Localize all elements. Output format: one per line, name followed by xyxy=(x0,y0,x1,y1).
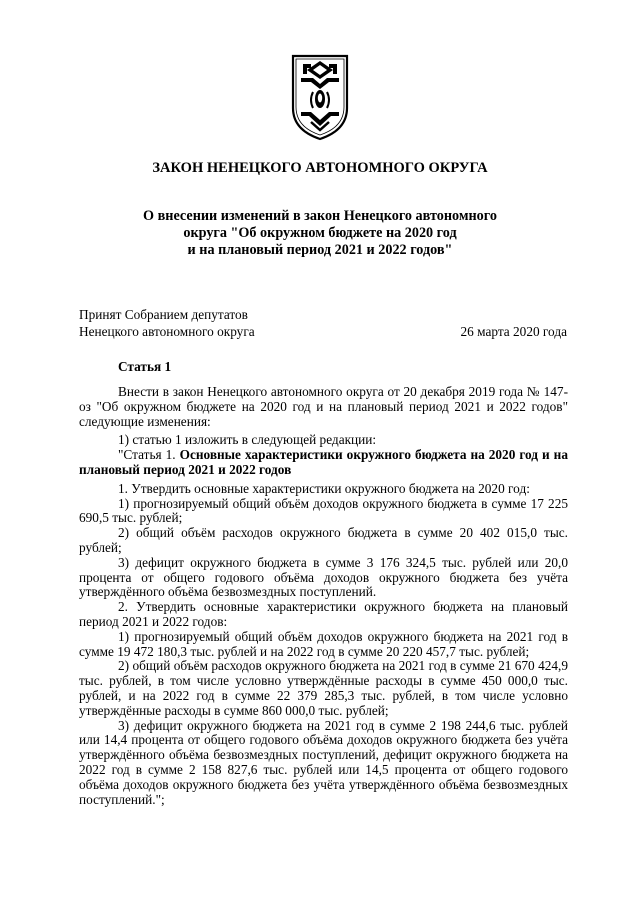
paragraph: 1. Утвердить основные характеристики окружного бюджета на 2020 год: xyxy=(118,480,530,496)
item-1: 1) статью 1 изложить в следующей редакции: xyxy=(118,432,377,448)
paragraph: 1) прогнозируемый общий объём доходов окружного бюджета на 2021 год в сумме 19 472 180,3 тыс. рублей и на 2022 год в сумме 20 220 457,7 тыс. рублей; xyxy=(79,628,568,659)
quote-title: Основные характеристики окружного бюджета на 2020 год и на плановый период 2021 и 2022 годов xyxy=(79,447,568,477)
subject-line-2: округа "Об окружном бюджете на 2020 год xyxy=(183,225,457,241)
quoted-article-title xyxy=(79,448,568,478)
quote-prefix: "Статья 1. xyxy=(118,447,176,463)
paragraph: 2) общий объём расходов окружного бюджета на 2021 год в сумме 21 670 424,9 тыс. рублей, в том числе условно утверждённые расходы в сумме 450 000,0 тыс. рублей, и на 2022 год в сумме 22 379 285,3 тыс. рублей, в том числе условно утверждённые расходы в сумме 860 000,0 тыс. рублей; xyxy=(79,658,568,718)
coat-of-arms-icon xyxy=(289,52,351,142)
law-subject xyxy=(0,208,640,259)
article-heading: Статья 1 xyxy=(118,359,172,374)
adoption-date: 26 марта 2020 года xyxy=(460,324,567,339)
subject-line-1: О внесении изменений в закон Ненецкого автономного xyxy=(143,208,497,224)
paragraph: 2) общий объём расходов окружного бюджета в сумме 20 402 015,0 тыс. рублей; xyxy=(79,525,568,555)
subject-line-3: и на плановый период 2021 и 2022 годов" xyxy=(187,242,453,258)
paragraph: 3) дефицит окружного бюджета в сумме 3 176 324,5 тыс. рублей или 20,0 процента от общего годового объёма доходов окружного бюджета без учёта утверждённого объёма безвозмездных поступлений. xyxy=(79,554,568,600)
paragraph: 2. Утвердить основные характеристики окружного бюджета на плановый период 2021 и 2022 годов: xyxy=(79,599,568,629)
adopted-by-line-1: Принят Собранием депутатов xyxy=(79,307,248,322)
article-body xyxy=(79,385,568,807)
adopted-by-line-2: Ненецкого автономного округа xyxy=(79,324,255,339)
paragraph: 1) прогнозируемый общий объём доходов окружного бюджета в сумме 17 225 690,5 тыс. рублей; xyxy=(79,495,568,526)
law-title: ЗАКОН НЕНЕЦКОГО АВТОНОМНОГО ОКРУГА xyxy=(152,160,488,176)
paragraph: 3) дефицит окружного бюджета на 2021 год в сумме 2 198 244,6 тыс. рублей или 14,4 процента от общего годового объёма доходов окружного бюджета без учёта утверждённого объёма безвозмездных поступлений, дефицит окружного бюджета на 2022 год в сумме 2 158 827,6 тыс. рублей или 14,5 процента от общего годового объёма доходов окружного бюджета без учёта утверждённого объёма безвозмездных поступлений."; xyxy=(79,717,568,807)
intro-paragraph: Внести в закон Ненецкого автономного округа от 20 декабря 2019 года № 147-оз "Об окружном бюджете на 2020 год и на плановый период 2021 и 2022 годов" следующие изменения: xyxy=(79,384,568,429)
adoption-block xyxy=(79,306,567,340)
